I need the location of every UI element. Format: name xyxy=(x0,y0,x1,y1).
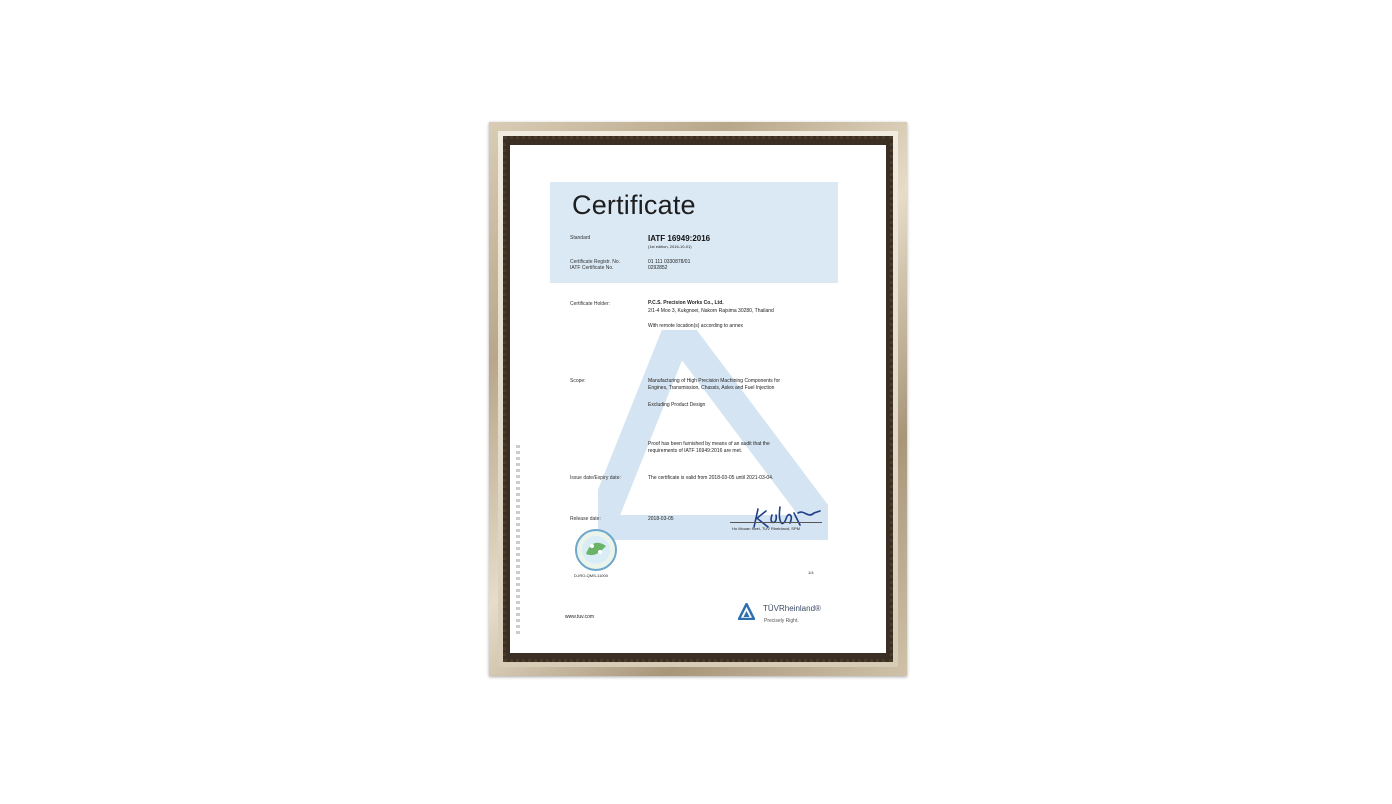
release-value: 2018-03-05 xyxy=(648,516,674,522)
proof-line1: Proof has been furnished by means of an audit that the xyxy=(648,441,770,447)
holder-remote: With remote location(s) according to annex xyxy=(648,323,744,329)
standard-label: Standard xyxy=(570,235,591,241)
tuv-tagline: Precisely Right. xyxy=(764,618,799,624)
release-label: Release date: xyxy=(570,516,601,522)
holder-address: 2/1-4 Moo 3, Kukgnoei, Nakorn Rajsima 30280, Thailand xyxy=(648,308,774,314)
certificate-paper xyxy=(510,145,886,653)
certificate-title: Certificate xyxy=(572,190,696,220)
scope-excluding: Excluding Product Design xyxy=(648,402,706,408)
holder-label: Certificate Holder: xyxy=(570,301,611,307)
side-print-line xyxy=(516,445,520,635)
website-text: www.tuv.com xyxy=(565,614,595,620)
proof-line2: requirements of IATF 16949:2016 are met. xyxy=(648,448,743,454)
scope-line2: Engines, Transmission, Chassis, Axles and Fuel Injection xyxy=(648,385,775,391)
certificate-frame xyxy=(489,122,907,676)
signature-line xyxy=(730,522,822,523)
registr-label: Certificate Registr. No. xyxy=(570,259,621,265)
registr-value: 01 111 0330878/01 xyxy=(648,259,691,265)
tuv-logo-icon xyxy=(738,603,755,620)
validity-value: The certificate is valid from 2018-03-05 until 2021-03-04. xyxy=(648,475,774,481)
seal-caption: D-IRO-QMS-11000 xyxy=(574,573,608,578)
signer-caption: Ho Mouan Neel, TUV Rheinland, SPM xyxy=(732,526,800,531)
standard-edition: (1st edition, 2016-10-01) xyxy=(648,244,692,249)
iatf-value: 0292852 xyxy=(648,265,668,271)
standard-value: IATF 16949:2016 xyxy=(648,234,711,243)
accreditation-seal-icon xyxy=(574,528,618,572)
tuv-brand-text: TÜVRheinland® xyxy=(763,604,821,613)
scope-label: Scope: xyxy=(570,378,586,384)
iatf-label: IATF Certificate No. xyxy=(570,265,614,271)
validity-label: Issue date/Expiry date: xyxy=(570,475,621,481)
scope-line1: Manufacturing of High Precision Machining Components for xyxy=(648,378,781,384)
page-mark: 1/4 xyxy=(808,570,814,575)
holder-name: P.C.S. Precision Works Co., Ltd. xyxy=(648,300,724,306)
